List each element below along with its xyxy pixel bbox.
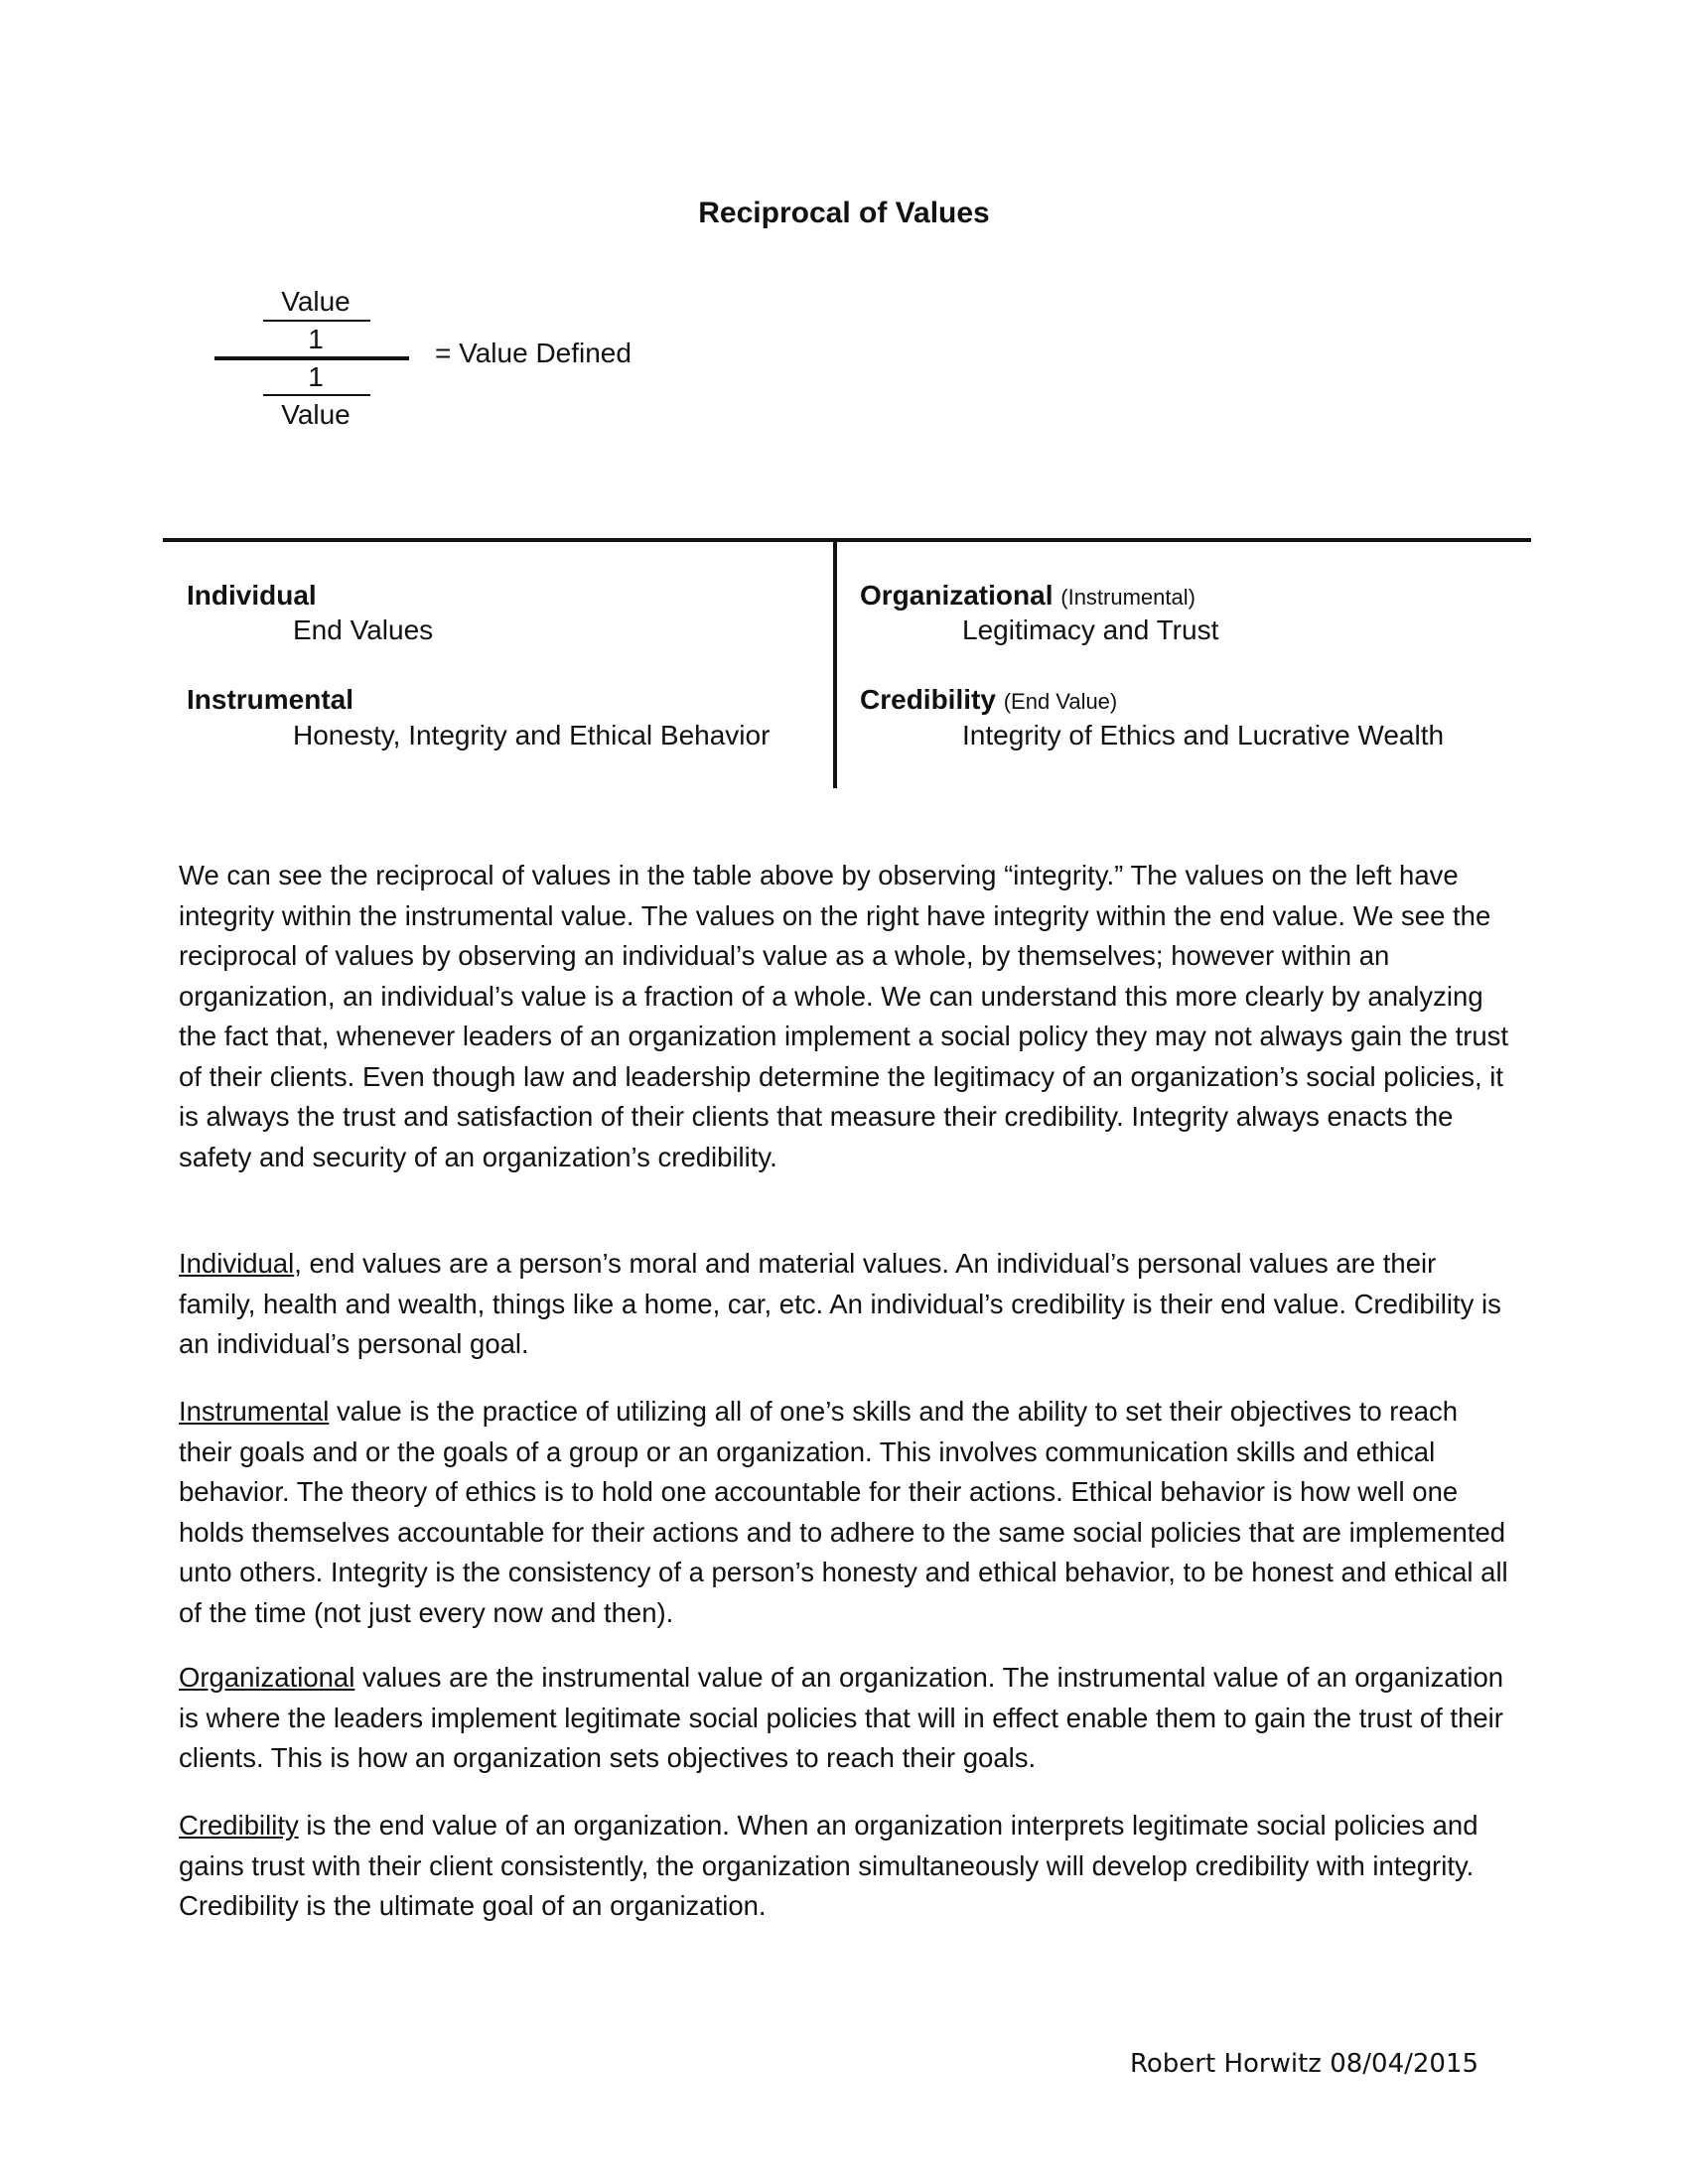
- heading-text: Instrumental: [187, 684, 354, 715]
- paragraph-intro: [179, 856, 1514, 1177]
- heading-qualifier: (Instrumental): [1060, 585, 1196, 610]
- paragraph-text: , end values are a person’s moral and material values. An individual’s personal values are their family, health and wealth, things like a home, car, etc. An individual’s credibility is their end value. Credibility is an individual’s personal goal.: [179, 1248, 1501, 1359]
- paragraph-text: We can see the reciprocal of values in the table above by observing “integrity.” The values on the left have integrity within the instrumental value. The values on the right have integrity within the end value. We see the reciprocal of values by observing an individual’s value as a whole, by themselves; however within an organization, an individual’s value is a fraction of a whole. We can understand this more clearly by analyzing the fact that, whenever leaders of an organization implement a social policy they may not always gain the trust of their clients. Even though law and leadership determine the legitimacy of an organization’s social policies, it is always the trust and satisfaction of their clients that measure their credibility. Integrity always enacts the safety and security of an organization’s credibility.: [179, 860, 1509, 1172]
- paragraph-lead-term: Credibility: [179, 1810, 299, 1841]
- heading-text: Organizational: [860, 580, 1054, 611]
- table-left-detail-2: Honesty, Integrity and Ethical Behavior: [293, 720, 771, 751]
- fraction-inner-line-top: [263, 320, 370, 322]
- table-right-detail-2: Integrity of Ethics and Lucrative Wealth: [962, 720, 1445, 751]
- fraction-numerator-bottom: 1: [308, 324, 324, 354]
- paragraph-lead-term: Organizational: [179, 1662, 355, 1693]
- table-horizontal-rule: [163, 538, 1531, 542]
- fraction-result: = Value Defined: [435, 338, 632, 368]
- paragraph-credibility: [179, 1806, 1514, 1927]
- table-left-heading-2: [187, 684, 353, 716]
- heading-qualifier: (End Value): [1003, 689, 1118, 714]
- heading-text: Credibility: [860, 684, 996, 715]
- page-title: Reciprocal of Values: [698, 197, 990, 229]
- table-left-detail-1: End Values: [293, 614, 434, 645]
- paragraph-text: value is the practice of utilizing all of one’s skills and the ability to set their objectives to reach their goals and or the goals of a group or an organization. This involves communication skills and ethical behavior. The theory of ethics is to hold one accountable for their actions. Ethical behavior is how well one holds themselves accountable for their actions and to adhere to the same social policies that are implemented unto others. Integrity is the consistency of a person’s honesty and ethical behavior, to be honest and ethical all of the time (not just every now and then).: [179, 1396, 1508, 1628]
- table-right-heading-2: [860, 684, 1117, 716]
- paragraph-lead-term: Individual: [179, 1248, 295, 1279]
- table-right-detail-1: Legitimacy and Trust: [962, 614, 1219, 645]
- paragraph-lead-term: Instrumental: [179, 1396, 330, 1427]
- paragraph-individual: [179, 1244, 1514, 1365]
- fraction-numerator-top: Value: [281, 286, 351, 317]
- paragraph-text: values are the instrumental value of an organization. The instrumental value of an organization is where the leaders implement legitimate social policies that will in effect enable them to gain the trust of their clients. This is how an organization sets objectives to reach their goals.: [179, 1662, 1504, 1773]
- paragraph-organizational: [179, 1658, 1514, 1779]
- table-left-heading-1: [187, 580, 317, 612]
- heading-text: Individual: [187, 580, 317, 611]
- paragraph-instrumental: [179, 1392, 1514, 1633]
- fraction-inner-line-bottom: [263, 394, 370, 396]
- fraction-denominator-bottom: Value: [281, 399, 351, 430]
- paragraph-text: is the end value of an organization. When an organization interprets legitimate social policies and gains trust with their client consistently, the organization simultaneously will develop credibility with integrity. Credibility is the ultimate goal of an organization.: [179, 1810, 1478, 1921]
- fraction-denominator-top: 1: [308, 361, 324, 392]
- table-vertical-rule: [833, 540, 837, 788]
- fraction-main-line: [214, 356, 409, 360]
- table-right-heading-1: [860, 580, 1196, 612]
- author-signature: Robert Horwitz 08/04/2015: [1130, 2049, 1479, 2079]
